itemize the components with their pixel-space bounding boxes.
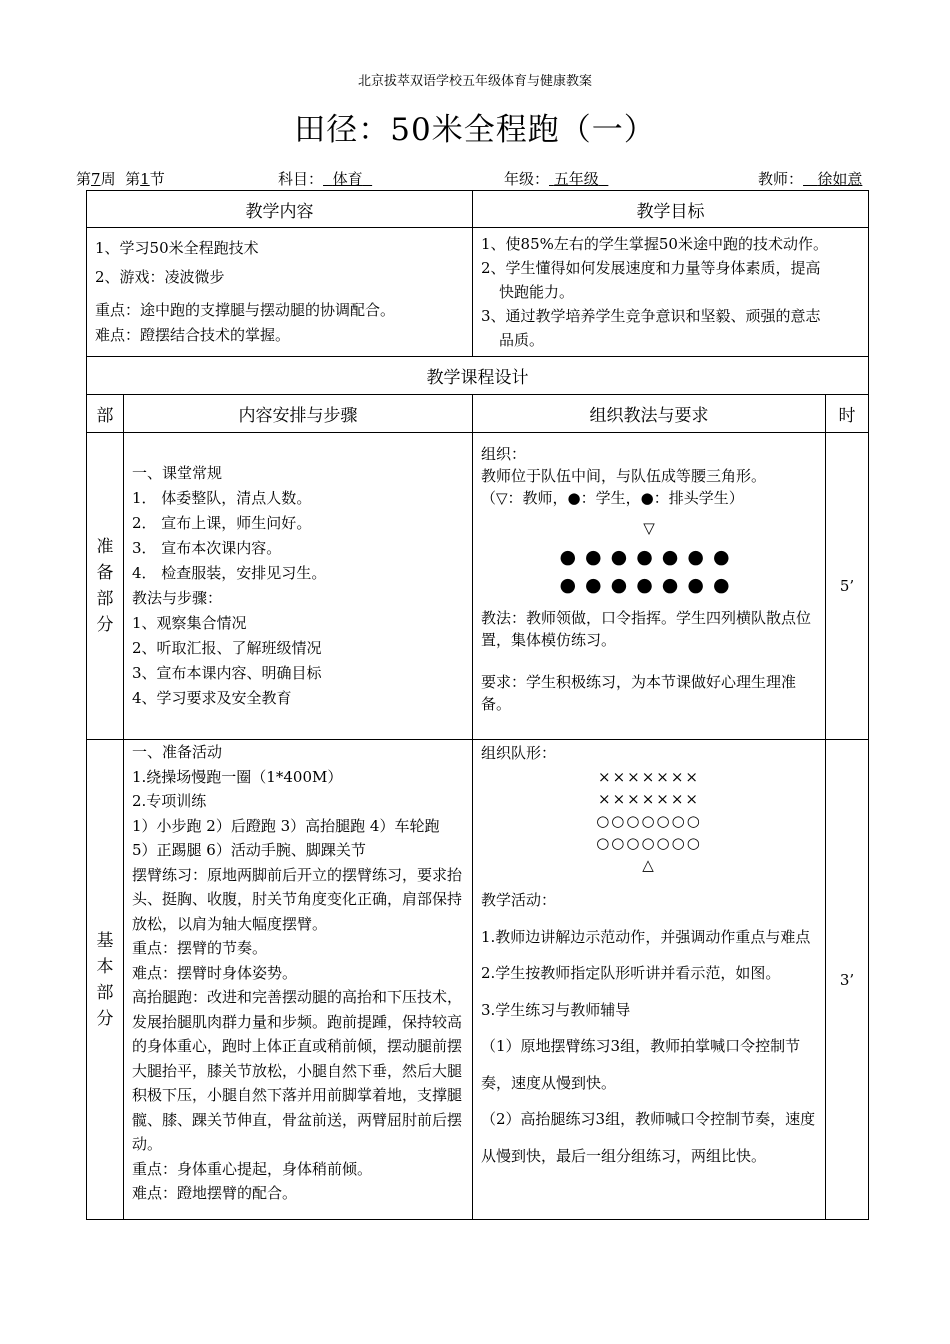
prep-line: 1． 体委整队，清点人数。 <box>132 489 312 507</box>
activity-line: 2.学生按教师指定队形听讲并看示范，如图。 <box>481 964 781 982</box>
student-row: ●●●●●●● <box>559 574 739 596</box>
grade-value: 五年级 <box>553 170 599 188</box>
lesson-plan-table <box>86 190 869 1220</box>
basic-part-label: 基 本 部 分 <box>87 740 124 1220</box>
prep-method-cell <box>473 433 826 740</box>
week-lesson <box>76 168 165 189</box>
page-title: 田径：50米全程跑（一） <box>294 112 656 148</box>
teacher-marker: ▽ <box>643 519 655 537</box>
formation-label: 组织队形： <box>481 744 557 762</box>
activity-label: 教学活动： <box>481 891 557 909</box>
week-unit: 周 <box>100 170 116 188</box>
prep-line: 1、观察集合情况 <box>132 614 247 632</box>
prep-line: 一、课堂常规 <box>132 464 223 482</box>
formation-row: ××××××× <box>598 790 700 808</box>
teaching-content-cell <box>87 228 473 357</box>
prep-line: 3． 宣布本次课内容。 <box>132 539 282 557</box>
lesson-number: 1 <box>140 170 150 188</box>
teaching-content-header: 教学内容 <box>87 191 473 228</box>
basic-line: 2.专项训练 <box>132 792 207 810</box>
basic-line: 摆臂练习：原地两脚前后开立的摆臂练习，要求抬头、挺胸、收腹，肘关节角度变化正确，肩部保持放松，以肩为轴大幅度摆臂。 <box>132 865 463 933</box>
basic-line: 1）小步跑 2）后蹬跑 3）高抬腿跑 4）车轮跑 <box>132 816 440 835</box>
prep-method-text: 教法：教师领做，口令指挥。学生四列横队散点位置，集体模仿练习。 <box>481 609 812 649</box>
teaching-goal-cell <box>473 228 869 357</box>
student-row: ●●●●●●● <box>559 546 739 568</box>
activity-line: （2）高抬腿练习3组，教师喊口令控制节奏，速度从慢到快，最后一组分组练习，两组比快。 <box>481 1110 816 1165</box>
basic-line: 高抬腿跑：改进和完善摆动腿的高抬和下压技术，发展抬腿肌肉群力量和步频。跑前提踵，保持较高的身体重心，跑时上体正直或稍前倾，摆动腿前摆大腿抬平，膝关节放松，小腿自然下垂，然后大腿积极下压，小腿自然下落并用前脚掌着地，支撑腿髋、膝、踝关节伸直，骨盆前送，两臂屈肘前后摆动。 <box>132 988 463 1153</box>
formation-legend: （▽：教师，●：学生，●：排头学生） <box>481 489 744 507</box>
formation-row: ○○○○○○○ <box>596 834 702 852</box>
basic-line: 1.绕操场慢跑一圈（1*400M） <box>132 767 343 786</box>
basic-time: 3’ <box>826 740 869 1220</box>
org-label: 组织： <box>481 445 527 463</box>
prep-time: 5’ <box>826 433 869 740</box>
formation-row: ××××××× <box>598 768 700 786</box>
activity-line: （1）原地摆臂练习3组，教师拍掌喊口令控制节奏，速度从慢到快。 <box>481 1037 801 1092</box>
prep-line: 4． 检查服装，安排见习生。 <box>132 564 327 582</box>
org-text: 教师位于队伍中间，与队伍成等腰三角形。 <box>481 467 767 485</box>
basic-method-cell <box>473 740 826 1220</box>
basic-content-cell <box>124 740 473 1220</box>
difficult-point: 难点：蹬摆结合技术的掌握。 <box>95 326 291 344</box>
document-header: 北京拔萃双语学校五年级体育与健康教案 <box>357 74 592 89</box>
prep-line: 2、听取汇报、了解班级情况 <box>132 639 322 657</box>
teaching-goal-header: 教学目标 <box>473 191 869 228</box>
goal-line: 3、通过教学培养学生竞争意识和坚毅、顽强的意志 <box>481 307 821 325</box>
goal-line: 1、使85%左右的学生掌握50米途中跑的技术动作。 <box>481 235 828 253</box>
col-time: 时 <box>826 395 869 433</box>
activity-line: 1.教师边讲解边示范动作，并强调动作重点与难点 <box>481 927 811 946</box>
teacher-field <box>758 168 862 189</box>
content-line: 2、游戏：凌波微步 <box>95 268 225 286</box>
week-number: 7 <box>91 170 101 188</box>
goal-line: 2、学生懂得如何发展速度和力量等身体素质，提高 <box>481 259 821 277</box>
basic-line: 难点：摆臂时身体姿势。 <box>132 963 298 982</box>
key-point: 重点：途中跑的支撑腿与摆动腿的协调配合。 <box>95 301 396 319</box>
lesson-unit: 节 <box>149 170 165 188</box>
basic-line: 难点：蹬地摆臂的配合。 <box>132 1184 298 1202</box>
prep-require-text: 要求：学生积极练习，为本节课做好心理生理准备。 <box>481 673 797 713</box>
prep-part-label: 准 备 部 分 <box>87 433 124 740</box>
subject-label: 科目： <box>278 170 324 188</box>
teacher-label: 教师： <box>758 170 804 188</box>
content-line: 1、学习50米全程跑技术 <box>95 239 259 257</box>
prep-line: 2． 宣布上课，师生问好。 <box>132 514 312 532</box>
design-title: 教学课程设计 <box>87 357 869 395</box>
formation-row: ○○○○○○○ <box>596 812 702 830</box>
grade-label: 年级： <box>504 170 550 188</box>
subject-value: 体育 <box>332 170 363 188</box>
basic-line: 5）正踢腿 6）活动手腕、脚踝关节 <box>132 841 366 859</box>
basic-line: 一、准备活动 <box>132 743 223 761</box>
basic-line: 重点：摆臂的节奏。 <box>132 939 268 957</box>
goal-line: 快跑能力。 <box>499 283 575 301</box>
week-prefix: 第 <box>76 170 92 188</box>
prep-line: 教法与步骤： <box>132 589 223 607</box>
activity-line: 3.学生练习与教师辅导 <box>481 1000 631 1019</box>
goal-line: 品质。 <box>499 331 545 349</box>
prep-content-cell <box>124 433 473 740</box>
col-method: 组织教法与要求 <box>473 395 826 433</box>
lesson-prefix: 第 <box>125 170 141 188</box>
prep-line: 4、学习要求及安全教育 <box>132 689 292 707</box>
teacher-marker: △ <box>642 856 656 874</box>
grade-field <box>504 168 608 189</box>
teacher-value: 徐如意 <box>817 170 863 188</box>
col-content: 内容安排与步骤 <box>124 395 473 433</box>
basic-line: 重点：身体重心提起，身体稍前倾。 <box>132 1159 373 1178</box>
prep-line: 3、宣布本课内容、明确目标 <box>132 664 322 682</box>
col-part: 部 <box>87 395 124 433</box>
subject-field <box>278 168 372 189</box>
